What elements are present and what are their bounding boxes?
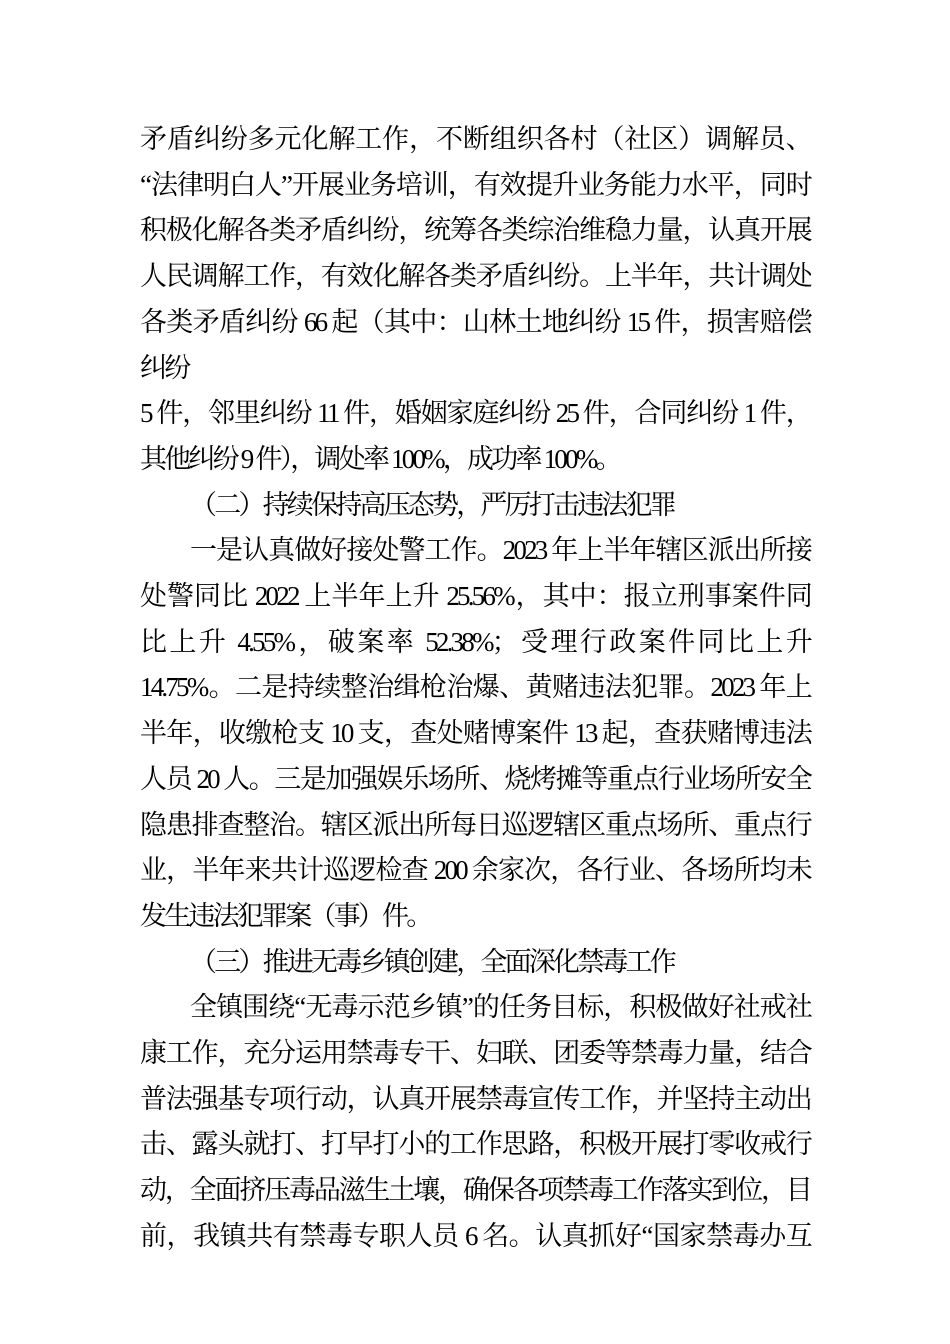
text-line: 前，我镇共有禁毒专职人员 6 名。认真抓好“国家禁毒办互 — [140, 1220, 810, 1251]
text-line: 一是认真做好接处警工作。2023 年上半年辖区派出所接 — [190, 535, 810, 566]
text-line: 5 件，邻里纠纷 11 件，婚姻家庭纠纷 25 件，合同纠纷 1 件， — [140, 398, 810, 429]
text-line: 各类矛盾纠纷 66 起（其中：山林土地纠纷 15 件，损害赔偿 — [140, 306, 810, 337]
body-paragraph — [140, 985, 810, 1259]
body-paragraph — [140, 117, 810, 483]
text-line: 业，半年来共计巡逻检查 200 余家次，各行业、各场所均未 — [140, 855, 810, 886]
text-line: 处警同比 2022 上半年上升 25.56%，其中：报立刑事案件同 — [140, 581, 810, 612]
text-line: 全镇围绕“无毒示范乡镇”的任务目标，积极做好社戒社 — [190, 992, 810, 1023]
text-line: （二）持续保持高压态势，严厉打击违法犯罪 — [190, 489, 674, 520]
text-line: 康工作，充分运用禁毒专干、妇联、团委等禁毒力量，结合 — [140, 1038, 810, 1069]
text-line: 半年，收缴枪支 10 支，查处赌博案件 13 起，查获赌博违法 — [140, 718, 810, 749]
section-heading — [140, 483, 810, 529]
text-line: 击、露头就打、打早打小的工作思路，积极开展打零收戒行 — [140, 1129, 810, 1160]
body-paragraph — [140, 528, 810, 939]
text-line: 发生违法犯罪案（事）件。 — [140, 900, 431, 931]
text-line: 隐患排查整治。辖区派出所每日巡逻辖区重点场所、重点行 — [140, 809, 810, 840]
text-line: 人员 20 人。三是加强娱乐场所、烧烤摊等重点行业场所安全 — [140, 763, 810, 794]
text-line: 矛盾纠纷多元化解工作，不断组织各村（社区）调解员、 — [140, 124, 810, 154]
text-line: 其他纠纷 9 件），调处率 100%，成功率 100%。 — [140, 443, 620, 474]
text-line: 14.75%。二是持续整治缉枪治爆、黄赌违法犯罪。2023 年上 — [140, 672, 810, 703]
text-line: 积极化解各类矛盾纠纷，统筹各类综治维稳力量，认真开展 — [140, 215, 810, 246]
text-line: 纠纷 — [140, 352, 189, 383]
text-line: 比上升 4.55%，破案率 52.38%；受理行政案件同比上升 — [140, 626, 810, 657]
text-line: “法律明白人”开展业务培训，有效提升业务能力水平，同时 — [140, 169, 810, 200]
text-line: （三）推进无毒乡镇创建，全面深化禁毒工作 — [190, 946, 674, 977]
text-block — [140, 117, 810, 1260]
text-line: 普法强基专项行动，认真开展禁毒宣传工作，并坚持主动出 — [140, 1083, 810, 1114]
section-heading — [140, 940, 810, 986]
text-line: 人民调解工作，有效化解各类矛盾纠纷。上半年，共计调处 — [140, 261, 810, 292]
text-line: 动，全面挤压毒品滋生土壤，确保各项禁毒工作落实到位，目 — [140, 1175, 810, 1206]
